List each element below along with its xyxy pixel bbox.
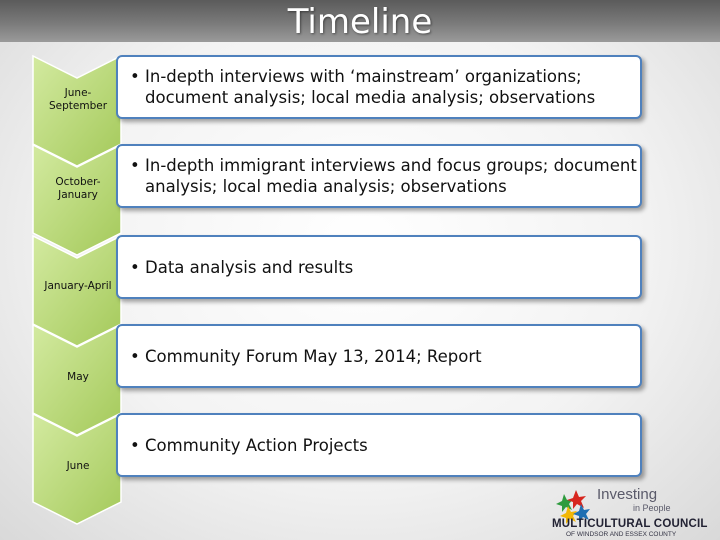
phase-description-text-2 <box>128 155 657 197</box>
logo-line-1: Investing <box>597 486 658 503</box>
phase-text: Data analysis and results <box>145 258 354 277</box>
phase-text: In-depth immigrant interviews and focus groups; document analysis; local media analysis; observations <box>145 156 637 196</box>
bullet-icon: • <box>130 258 140 277</box>
logo-line-2: in People <box>633 503 671 513</box>
phase-description-text-4 <box>128 346 657 367</box>
slide-title: Timeline <box>287 2 433 42</box>
phase-description-text-1 <box>128 66 657 108</box>
bullet-icon: • <box>130 347 140 366</box>
phase-label-5: June <box>66 459 90 472</box>
logo-line-3: MULTICULTURAL COUNCIL <box>552 518 708 530</box>
logo-line-4: OF WINDSOR AND ESSEX COUNTY <box>566 531 677 538</box>
phase-description-text-3 <box>128 257 657 278</box>
bullet-icon: • <box>130 156 140 175</box>
phase-description-text-5 <box>128 435 657 456</box>
phase-text: Community Forum May 13, 2014; Report <box>145 347 482 366</box>
bullet-icon: • <box>130 67 140 86</box>
phase-text: In-depth interviews with ‘mainstream’ organizations; document analysis; local media analysis; observations <box>145 67 596 107</box>
phase-label-1: June- September <box>48 87 108 112</box>
phase-label-3: January-April <box>44 279 112 292</box>
phase-text: Community Action Projects <box>145 436 368 455</box>
phase-label-2: October- January <box>55 176 101 201</box>
phase-label-4: May <box>67 370 89 383</box>
bullet-icon: • <box>130 436 140 455</box>
